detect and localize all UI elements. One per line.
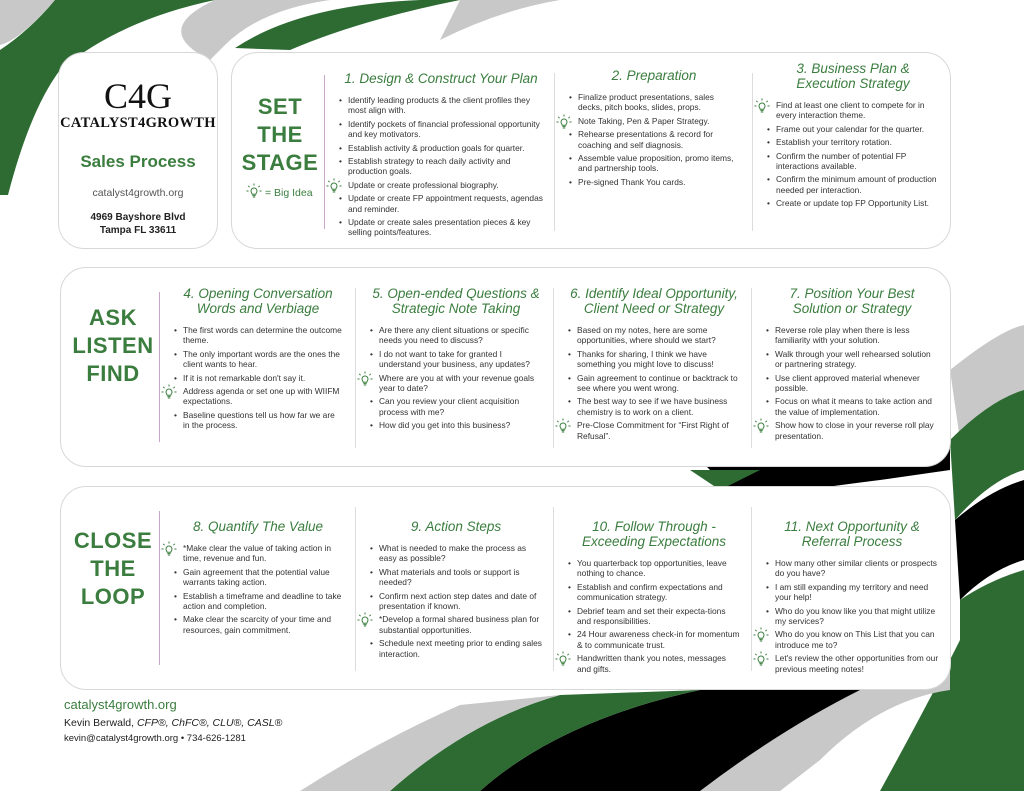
step-item-text: Handwritten thank you notes, messages and gifts. — [577, 653, 726, 674]
section-label-line: LOOP — [80, 584, 146, 609]
step-item-text: Debrief team and set their expecta-tions and responsibilities. — [577, 605, 726, 627]
step-6 — [567, 286, 741, 444]
step-item — [338, 95, 544, 116]
step-title: 10. Follow Through - Exceeding Expectations — [581, 519, 727, 549]
lightbulb-icon — [555, 651, 571, 667]
footer — [64, 697, 282, 744]
step-item — [369, 349, 543, 370]
step-item — [369, 420, 543, 430]
step-4 — [173, 286, 343, 434]
step-item — [765, 373, 939, 394]
step-item-text: How many other similar clients or prospects do you have? — [775, 558, 937, 579]
step-item — [765, 558, 939, 579]
step-5 — [369, 286, 543, 434]
step-item-text: Identify pockets of financial professional opportunity and key motivators. — [348, 118, 540, 140]
lightbulb-icon — [753, 418, 769, 434]
step-item-text: The first words can determine the outcome theme. — [183, 325, 342, 346]
step-item-text: Create or update top FP Opportunity List. — [776, 198, 930, 209]
step-item-text: I do not want to take for granted I understand your business, any updates? — [379, 348, 530, 370]
step-1 — [338, 71, 544, 241]
section-label-line: ASK — [89, 305, 137, 330]
step-title: 5. Open-ended Questions & Strategic Note Taking — [372, 286, 540, 316]
step-item — [338, 156, 544, 177]
step-item-text: What materials and tools or support is needed? — [379, 566, 520, 588]
step-item — [173, 591, 343, 612]
step-item — [568, 116, 740, 126]
step-item — [369, 396, 543, 417]
lightbulb-icon — [753, 651, 769, 667]
lightbulb-icon — [753, 627, 769, 643]
lightbulb-icon — [555, 418, 571, 434]
section-close-the-loop — [60, 486, 951, 690]
lightbulb-icon — [161, 384, 177, 400]
section-label — [238, 93, 322, 177]
step-item-text: Make clear the scarcity of your time and resources, gain commitment. — [183, 614, 332, 635]
lightbulb-icon — [556, 114, 572, 130]
brand-website: catalyst4growth.org — [92, 187, 184, 199]
step-2 — [568, 68, 740, 190]
step-10 — [567, 519, 741, 677]
step-item — [567, 653, 741, 674]
step-title: 7. Position Your Best Solution or Strategy — [789, 286, 915, 316]
footer-contact[interactable]: kevin@catalyst4growth.org • 734-626-1281 — [64, 733, 246, 744]
section-set-the-stage — [231, 52, 951, 249]
lightbulb-icon — [326, 178, 342, 194]
step-title: 3. Business Plan & Execution Strategy — [796, 61, 910, 91]
step-item-text: Thanks for sharing, I think we have something you might love to discuss! — [577, 348, 714, 370]
step-items — [173, 543, 343, 635]
step-item — [765, 325, 939, 346]
step-item-text: What is needed to make the process as easy as possible? — [379, 543, 527, 564]
step-item-text: Gain agreement that the potential value warrants taking action. — [183, 566, 330, 588]
section-label-line: FIND — [86, 361, 140, 386]
section-label-line: THE — [257, 122, 303, 147]
step-items — [765, 558, 939, 674]
step-item — [766, 151, 940, 172]
section-label — [65, 304, 161, 388]
lightbulb-icon — [357, 371, 373, 387]
step-item — [338, 193, 544, 214]
step-item-text: If it is not remarkable don't say it. — [183, 372, 306, 383]
logo-c4g-mark — [103, 75, 173, 113]
step-item-text: *Make clear the value of taking action in time, revenue and fun. — [183, 543, 332, 564]
section-label — [65, 527, 161, 611]
step-item — [338, 119, 544, 140]
address-line-2: Tampa FL 33611 — [99, 225, 177, 236]
step-item-text: Show how to close in your reverse roll play presentation. — [775, 420, 934, 441]
step-items — [338, 95, 544, 238]
step-item — [369, 567, 543, 588]
step-item — [765, 582, 939, 603]
step-title: 4. Opening Conversation Words and Verbiage — [183, 286, 333, 316]
step-item — [567, 373, 741, 394]
step-items — [765, 325, 939, 441]
step-item — [173, 349, 343, 370]
step-item-text: Establish a timeframe and deadline to take action and completion. — [183, 590, 342, 612]
step-item-text: Can you review your client acquisition process with me? — [379, 396, 520, 417]
step-item-text: Establish your territory rotation. — [776, 137, 892, 148]
step-item-text: Find at least one client to compete for in every interaction theme. — [776, 100, 925, 121]
logo-card — [58, 52, 218, 249]
footer-website[interactable]: catalyst4growth.org — [64, 697, 177, 712]
step-item — [765, 629, 939, 650]
step-item — [568, 177, 740, 187]
step-title: 8. Quantify The Value — [192, 519, 324, 534]
step-item-text: Confirm next action step dates and date of presentation if known. — [379, 590, 537, 612]
step-item — [369, 543, 543, 564]
step-item — [567, 582, 741, 603]
author-name: Kevin Berwald, — [64, 717, 135, 729]
step-item-text: Establish and confirm expectations and communication strategy. — [577, 581, 723, 603]
step-items — [766, 100, 940, 209]
step-item-text: Address agenda or set one up with WIIFM expectations. — [183, 386, 340, 407]
svg-text:C4G: C4G — [103, 76, 173, 113]
step-item-text: Confirm the minimum amount of production needed per interaction. — [776, 174, 937, 195]
big-idea-legend — [246, 183, 313, 202]
step-item — [567, 420, 741, 441]
step-item — [766, 100, 940, 121]
step-item-text: Who do you know like you that might utilize my services? — [775, 605, 936, 627]
step-item-text: Finalize product presentations, sales decks, pitch books, slides, props. — [578, 92, 714, 113]
lightbulb-icon — [357, 612, 373, 628]
step-item-text: How did you get into this business? — [379, 420, 511, 431]
step-item — [173, 325, 343, 346]
step-item-text: Who do you know on This List that you can introduce me to? — [775, 629, 935, 650]
step-item — [765, 349, 939, 370]
step-item — [765, 420, 939, 441]
step-item-text: Update or create professional biography. — [348, 179, 499, 190]
footer-name — [64, 717, 282, 729]
step-item-text: Rehearse presentations & record for coaching and self diagnosis. — [578, 129, 714, 150]
step-items — [567, 558, 741, 674]
step-item — [765, 606, 939, 627]
legend-label: = Big Idea — [265, 186, 313, 199]
step-item-text: Where are you at with your revenue goals year to date? — [379, 372, 535, 394]
step-item — [567, 349, 741, 370]
step-item — [338, 143, 544, 153]
step-item-text: Use client approved material whenever possible. — [775, 372, 920, 394]
step-item-text: Confirm the number of potential FP interactions available. — [776, 150, 907, 172]
step-item-text: Pre-Close Commitment for “First Right of Refusal”. — [577, 420, 729, 441]
address-line-1: 4969 Bayshore Blvd — [90, 212, 186, 223]
step-title: 1. Design & Construct Your Plan — [344, 71, 538, 86]
step-item — [567, 325, 741, 346]
step-item — [173, 410, 343, 431]
step-item-text: Identify leading products & the client profiles they most align with. — [348, 95, 531, 116]
step-item — [567, 558, 741, 579]
step-item — [568, 153, 740, 174]
step-item-text: Walk through your well rehearsed solution or partnering strategy. — [775, 348, 931, 370]
step-item-text: Pre-signed Thank You cards. — [578, 176, 686, 187]
step-item-text: Baseline questions tell us how far we are in the process. — [183, 409, 335, 431]
step-item-text: Reverse role play when there is less familiarity with your solution. — [775, 325, 910, 346]
lightbulb-icon — [161, 541, 177, 557]
step-item — [568, 92, 740, 113]
step-item — [567, 606, 741, 627]
step-items — [568, 92, 740, 187]
step-item-text: The only important words are the ones the client wants to hear. — [183, 348, 340, 370]
step-item-text: I am still expanding my territory and need your help! — [775, 581, 929, 603]
step-item — [173, 373, 343, 383]
step-items — [369, 543, 543, 659]
section-label-line: SET — [257, 94, 303, 119]
step-item-text: Based on my notes, here are some opportunities, where should we start? — [577, 325, 716, 346]
step-items — [567, 325, 741, 441]
step-item-text: Note Taking, Pen & Paper Strategy. — [578, 115, 710, 126]
step-item-text: Update or create sales presentation pieces & key selling points/features. — [348, 217, 531, 238]
step-title: 6. Identify Ideal Opportunity, Client Need or Strategy — [570, 286, 738, 316]
step-item — [567, 629, 741, 650]
step-item — [766, 124, 940, 134]
step-item-text: Are there any client situations or specific needs you need to discuss? — [379, 325, 529, 346]
step-item — [369, 638, 543, 659]
step-item — [766, 198, 940, 208]
step-item-text: *Develop a formal shared business plan for substantial opportunities. — [379, 614, 540, 635]
step-3 — [766, 61, 940, 212]
company-logo — [59, 75, 217, 113]
step-item-text: Focus on what it means to take action and the value of implementation. — [775, 396, 932, 417]
section-label-line: THE — [90, 556, 136, 581]
step-items — [173, 325, 343, 431]
step-item — [369, 373, 543, 394]
step-11 — [765, 519, 939, 677]
step-item — [173, 614, 343, 635]
step-item-text: Establish activity & production goals for quarter. — [348, 142, 525, 153]
step-item — [338, 180, 544, 190]
section-label-line: CLOSE — [73, 528, 153, 553]
step-9 — [369, 519, 543, 662]
step-item — [338, 217, 544, 238]
step-items — [369, 325, 543, 431]
step-item — [765, 653, 939, 674]
step-item-text: You quarterback top opportunities, leave nothing to chance. — [577, 558, 727, 579]
step-title: 9. Action Steps — [410, 519, 502, 534]
step-item — [766, 174, 940, 195]
step-item — [173, 386, 343, 407]
section-label-line: LISTEN — [72, 333, 154, 358]
lightbulb-icon — [754, 98, 770, 114]
brand-address — [59, 211, 217, 237]
step-item — [369, 325, 543, 346]
step-item — [766, 137, 940, 147]
step-item — [369, 614, 543, 635]
section-ask-listen-find — [60, 267, 951, 467]
step-item-text: Let's review the other opportunities from our previous meeting notes! — [775, 653, 939, 674]
step-item-text: Assemble value proposition, promo items, and partnership tools. — [578, 153, 734, 174]
step-item-text: 24 Hour awareness check-in for momentum & to communicate trust. — [577, 629, 740, 650]
step-title: 11. Next Opportunity & Referral Process — [784, 519, 920, 549]
document-title: Sales Process — [80, 152, 196, 171]
step-7 — [765, 286, 939, 444]
step-item — [568, 129, 740, 150]
brand-name: CATALYST4GROWTH — [60, 115, 216, 131]
step-item — [567, 396, 741, 417]
step-item — [765, 396, 939, 417]
step-item — [173, 567, 343, 588]
step-item-text: Schedule next meeting prior to ending sales interaction. — [379, 638, 542, 659]
step-title: 2. Preparation — [611, 68, 697, 83]
step-item-text: Frame out your calendar for the quarter. — [776, 123, 925, 134]
step-item-text: Establish strategy to reach daily activity and production goals. — [348, 156, 511, 177]
step-item — [173, 543, 343, 564]
step-8 — [173, 519, 343, 638]
step-item-text: Gain agreement to continue or backtrack to see where you went wrong. — [577, 372, 738, 394]
section-label-line: STAGE — [241, 150, 319, 175]
author-credentials: CFP®, ChFC®, CLU®, CASL® — [136, 717, 283, 729]
step-item-text: Update or create FP appointment requests, agendas and reminder. — [348, 193, 543, 214]
step-item-text: The best way to see if we have business chemistry is to work on a client. — [577, 396, 728, 417]
lightbulb-icon — [246, 183, 262, 202]
step-item — [369, 591, 543, 612]
